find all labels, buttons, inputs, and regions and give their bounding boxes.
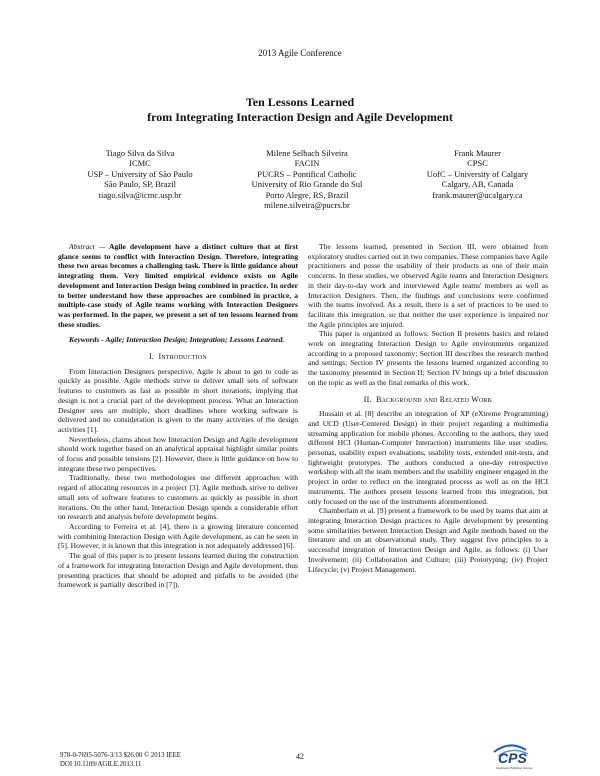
section-number: II. — [363, 394, 372, 404]
page-number: 42 — [296, 752, 304, 761]
section-number: I. — [149, 352, 155, 362]
paragraph: The lessons learned, presented in Section III, were obtained from exploratory studies carried out in two companies. These companies have Agile practitioners and posse the usability of their products as one of their main concerns. In these studies, we observed Agile teams and Interaction Designers in their day-to-day work and interviewed Agile teams' members as well as Interaction Designers. Then, the findings and conclusions were confirmed with the teams involved. As a result, there is a set of practices to be used to facilitate this integration, so that neither the user experience is impaired nor the Agile principles are injured. — [308, 242, 548, 329]
paragraph: According to Ferreira et al. [4], there is a growing literature concerned with combining Interaction Design with Agile development, as can be seen in [5]. However, it is known that this integration is not adequately addressed [6]. — [58, 521, 298, 551]
paragraph: This paper is organized as follows: Section II presents basics and related work on integrating Interaction Design to Agile environments organized according to a proposed taxonomy; Section III describes the research method and settings; Section IV presents the lessons learned organized according to the taxonomy presented in Section II; Section IV brings up a brief discussion on the topic as well as the final remarks of this work. — [308, 329, 548, 387]
cps-logo — [492, 738, 540, 770]
abstract-text: Agile development have a distinct culture that at first glance seems to conflict with Interaction Design. Therefore, integrating these two areas becomes a challenging task. There is little guidance about integrating them. Very limited empirical evidence exists on Agile development and Interaction Design being combined in practice. In order to better understand how these approaches are combined in practice, a multiple-case study of Agile teams working with Interaction Designers was performed. In the paper, we present a set of ten lessons learned from these studies. — [58, 242, 298, 329]
section-heading-introduction — [58, 352, 298, 362]
paragraph: From Interaction Designers perspective, Agile is about to get to code as quickly as possible. Agile methods strive to deliver small sets of software features to customers as fast as possible in short iterations, implying that design is not a crucial part of the development process. What an Interaction Designer sees are multiple, short deadlines where working software is delivered and no consideration is given to the many activities of the design activities [1]. — [58, 366, 298, 434]
author-dept: FACIN — [294, 158, 320, 169]
author-dept: ICMC — [129, 158, 151, 169]
paragraph: The goal of this paper is to present lessons learned during the construction of a framework for integrating Interaction Design and Agile development, thus presenting practices that should be adopted and pitfalls to be avoided (the framework is partially described in [7]). — [58, 551, 298, 590]
author-block-1 — [55, 148, 225, 200]
author-city: Calgary, AB, Canada — [441, 179, 514, 190]
left-column — [58, 242, 298, 590]
section-heading-background — [308, 395, 548, 405]
author-name: Milene Selbach Silveira — [266, 148, 348, 158]
author-institution: PUCRS – Pontifical Catholic — [257, 168, 357, 179]
title-line-2: from Integrating Interaction Design and Agile Development — [147, 110, 453, 124]
paper-title — [0, 95, 600, 125]
conference-header: 2013 Agile Conference — [258, 48, 342, 58]
author-name: Frank Maurer — [454, 148, 501, 158]
author-block-3 — [395, 148, 560, 200]
author-institution: UofC – University of Calgary — [426, 168, 529, 179]
author-institution: USP – University of São Paulo — [87, 168, 193, 179]
abstract — [58, 242, 298, 329]
logo-text: CPS — [498, 750, 527, 766]
title-line-1: Ten Lessons Learned — [245, 95, 355, 109]
author-email[interactable]: frank.maurer@ucalgary.ca — [432, 189, 523, 200]
author-city: Porto Alegre, RS, Brazil — [265, 189, 349, 200]
logo-subtext: Conference Publishing Services — [496, 767, 533, 770]
author-block-2 — [222, 148, 392, 210]
author-dept: CPSC — [467, 158, 488, 169]
paragraph: Traditionally, these two methodologies use different approaches with regard of allocating resources in a project [3]. Agile methods strive to deliver small sets of software features to customers as quickly as possible in short iterations. On the other hand, Interaction Design spends a considerable effort on research and analysis before development begins. — [58, 473, 298, 522]
author-email[interactable]: tiago.silva@icmc.usp.br — [98, 189, 182, 200]
isbn-line: 978-0-7695-5076-3/13 $26.00 © 2013 IEEE — [60, 752, 181, 759]
keywords: Keywords - Agile; Interaction Design; Integration; Lessons Learned. — [69, 335, 285, 345]
paragraph: Chamberlain et al. [9] present a framework to be used by teams that aim at integrating Interaction Design practices to Agile development by presenting some similarities between Interaction Design and Agile methods based on the literature and on an observational study. They suggest five principles to a successful integration of Interaction Design and Agile, as follows: (i) User Involvement; (ii) Collaboration and Culture; (iii) Prototyping; (iv) Project Lifecycle; (v) Project Management. — [308, 506, 548, 574]
paragraph: Hussain et al. [8] describe an integration of XP (eXtreme Programming) and UCD (User-Centered Design) in their project regarding a multimedia streaming application for mobile phones. According to the authors, they used different HCI (Human-Computer Interaction) instruments like user studies, personas, usability expert evaluations, usability tests, extended unit-tests, and lightweight prototypes. The authors conducted a one-day retrospective workshop with all the team members and the usability engineer engaged in the project in order to reflect on the integrated process as well as on the HCI instruments. The authors present lessons learned from this integration, but only focused on the use of the instruments aforementioned. — [308, 409, 548, 506]
abstract-lead: Abstract — — [69, 242, 106, 251]
cps-logo-icon — [492, 738, 540, 770]
section-title: Background and Related Work — [376, 394, 493, 404]
author-name: Tiago Silva da Silva — [105, 148, 175, 158]
right-column — [308, 242, 548, 574]
author-institution-line-2: University of Rio Grande do Sul — [251, 179, 363, 190]
author-email[interactable]: milene.silveira@pucrs.br — [264, 200, 350, 211]
author-city: São Paulo, SP, Brazil — [103, 179, 177, 190]
doi-line: DOI 10.1109/AGILE.2013.11 — [60, 760, 142, 768]
section-title: Introduction — [158, 352, 207, 362]
paragraph: Nevertheless, claims about how Interaction Design and Agile development should work together based on an analytical appraisal highlight similar points of focus and possible tensions [2]. However, there is little guidance on how to integrate these two perspectives. — [58, 434, 298, 473]
